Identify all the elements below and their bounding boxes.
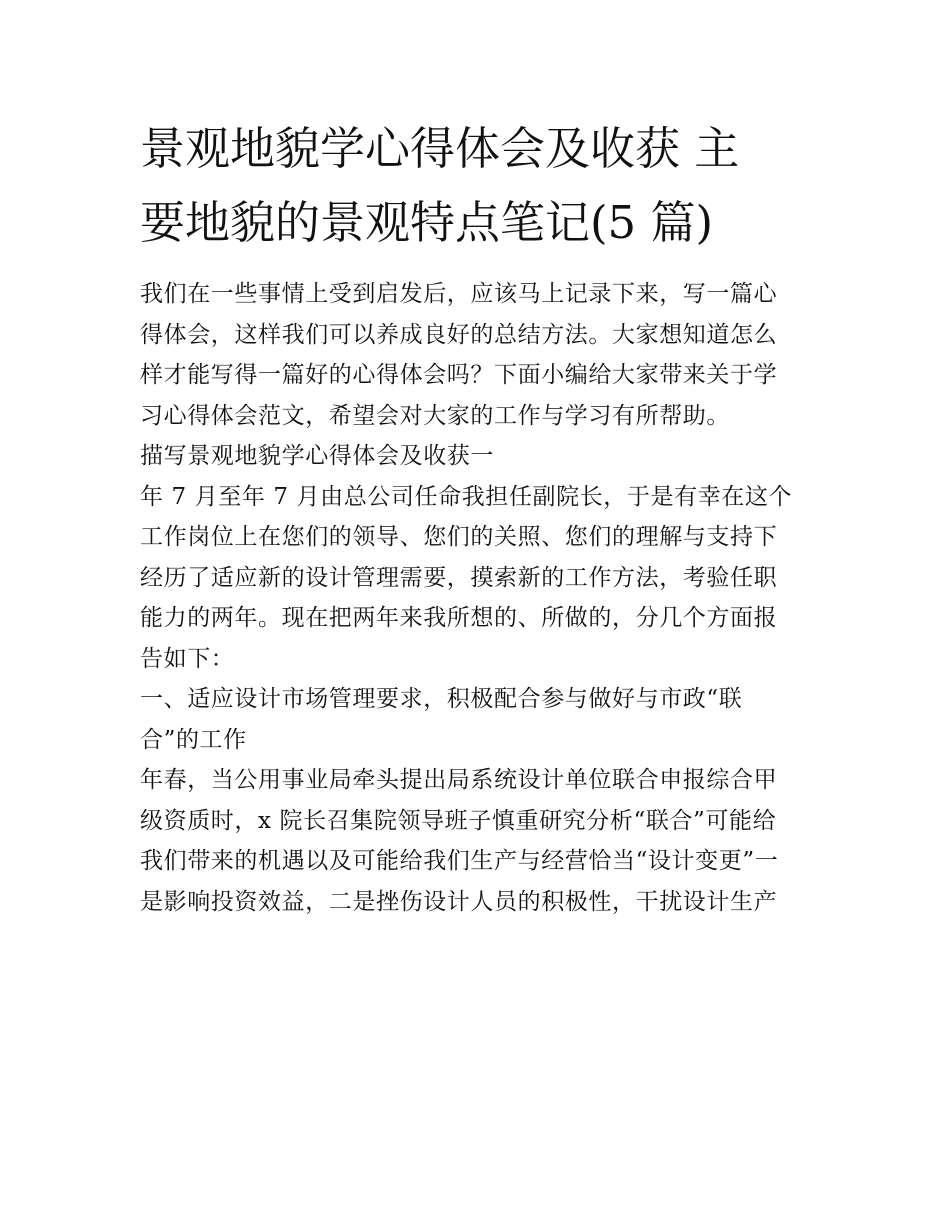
body-line: 得体会，这样我们可以养成良好的总结方法。大家想知道怎么 <box>140 321 778 348</box>
body-line: 年春，当公用事业局牵头提出局系统设计单位联合申报综合甲 <box>140 767 778 793</box>
body-line: 习心得体会范文，希望会对大家的工作与学习有所帮助。 <box>140 402 730 429</box>
title-line: 要地貌的景观特点笔记(5 篇) <box>140 196 714 249</box>
subsection-heading: 一、适应设计市场管理要求，积极配合参与做好与市政“联 <box>140 686 743 712</box>
body-line: 工作岗位上在您们的领导、您们的关照、您们的理解与支持下 <box>140 524 778 550</box>
body-line: 我们带来的机遇以及可能给我们生产与经营恰当“设计变更”一 <box>140 848 779 874</box>
document-title <box>140 112 820 260</box>
document-body <box>140 274 820 922</box>
subsection-heading: 合”的工作 <box>140 726 247 753</box>
body-line: 我们在一些事情上受到启发后，应该马上记录下来，写一篇心 <box>140 281 778 307</box>
body-line: 是影响投资效益，二是挫伤设计人员的积极性，干扰设计生产 <box>140 888 778 915</box>
section-heading: 描写景观地貌学心得体会及收获一 <box>140 443 494 469</box>
body-line: 告如下： <box>140 645 235 672</box>
document-content <box>140 112 820 922</box>
body-line: 级资质时，x 院长召集院领导班子慎重研究分析“联合”可能给 <box>140 807 777 834</box>
body-line: 样才能写得一篇好的心得体会吗？下面小编给大家带来关于学 <box>140 362 778 388</box>
body-line: 能力的两年。现在把两年来我所想的、所做的，分几个方面报 <box>140 605 778 631</box>
body-line: 年 7 月至年 7 月由总公司任命我担任副院长，于是有幸在这个 <box>140 483 793 510</box>
body-line: 经历了适应新的设计管理需要，摸索新的工作方法，考验任职 <box>140 564 778 591</box>
title-line: 景观地貌学心得体会及收获 主 <box>140 122 740 175</box>
